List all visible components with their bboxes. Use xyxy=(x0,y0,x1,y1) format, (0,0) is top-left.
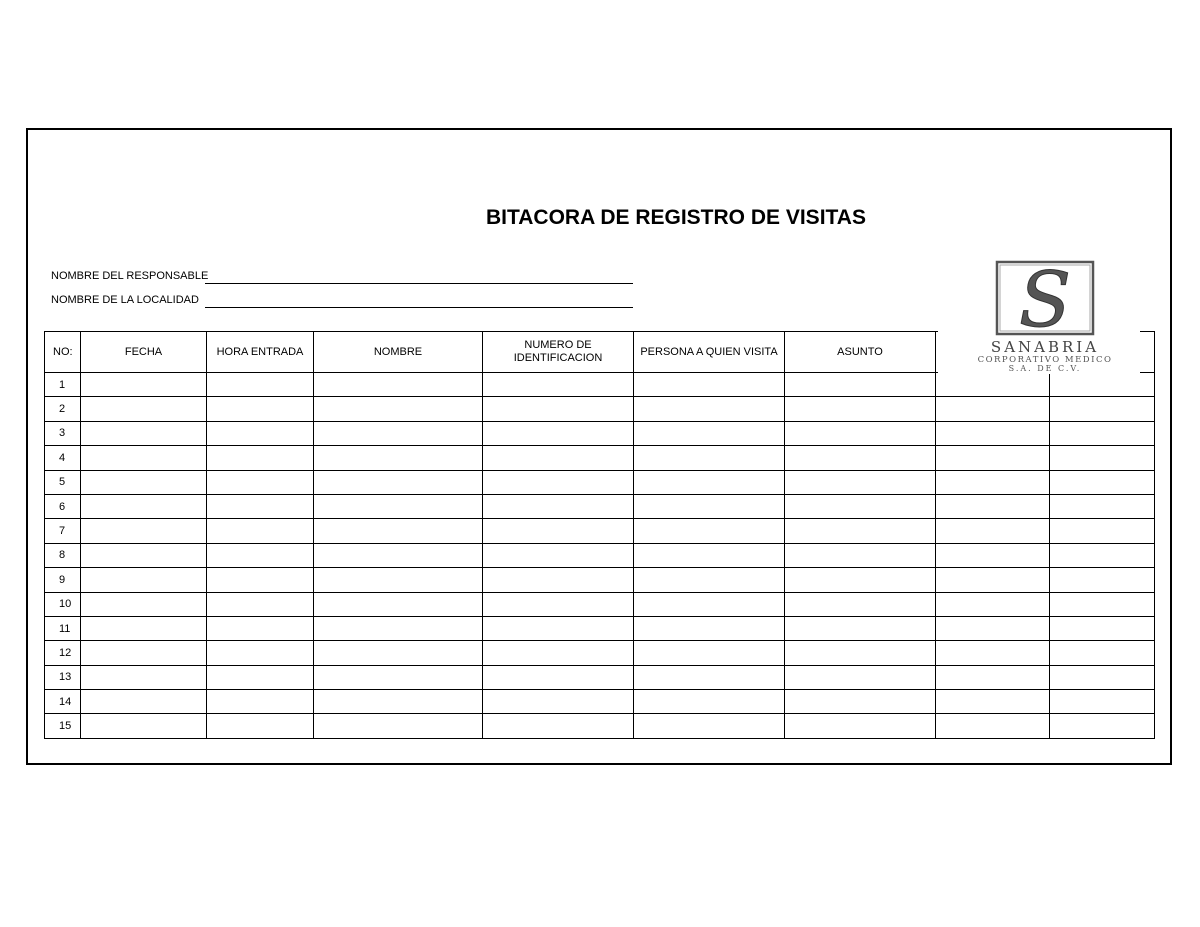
logo-suffix: S.A. DE C.V. xyxy=(1008,364,1082,373)
table-cell[interactable] xyxy=(207,470,314,494)
header-no: NO: xyxy=(45,332,81,373)
table-cell[interactable] xyxy=(785,446,936,470)
table-cell[interactable] xyxy=(314,373,483,397)
table-cell[interactable] xyxy=(1050,568,1155,592)
table-cell[interactable] xyxy=(936,446,1050,470)
logo-name: SANABRIA xyxy=(990,338,1100,356)
table-cell[interactable] xyxy=(634,568,785,592)
table-cell[interactable] xyxy=(81,543,207,567)
table-cell[interactable] xyxy=(314,592,483,616)
table-cell[interactable] xyxy=(936,690,1050,714)
table-cell[interactable] xyxy=(483,519,634,543)
header-nombre: NOMBRE xyxy=(314,332,483,373)
row-number: 9 xyxy=(45,568,81,592)
table-cell[interactable] xyxy=(785,373,936,397)
table-cell[interactable] xyxy=(1050,665,1155,689)
table-cell[interactable] xyxy=(936,421,1050,445)
table-cell[interactable] xyxy=(634,641,785,665)
table-cell[interactable] xyxy=(634,690,785,714)
table-cell[interactable] xyxy=(483,616,634,640)
table-row xyxy=(45,641,1155,665)
table-cell[interactable] xyxy=(207,690,314,714)
table-cell[interactable] xyxy=(936,519,1050,543)
row-number: 4 xyxy=(45,446,81,470)
table-cell[interactable] xyxy=(1050,690,1155,714)
table-cell[interactable] xyxy=(81,592,207,616)
table-cell[interactable] xyxy=(936,373,1050,397)
table-cell[interactable] xyxy=(207,616,314,640)
table-cell[interactable] xyxy=(81,421,207,445)
table-cell[interactable] xyxy=(785,714,936,738)
table-cell[interactable] xyxy=(785,397,936,421)
logo-letter: S xyxy=(1018,258,1072,344)
table-cell[interactable] xyxy=(81,519,207,543)
row-number: 14 xyxy=(45,690,81,714)
table-row xyxy=(45,616,1155,640)
table-cell[interactable] xyxy=(1050,470,1155,494)
table-cell[interactable] xyxy=(634,665,785,689)
table-cell[interactable] xyxy=(1050,616,1155,640)
table-row xyxy=(45,494,1155,518)
table-row xyxy=(45,397,1155,421)
table-cell[interactable] xyxy=(207,421,314,445)
table-cell[interactable] xyxy=(81,616,207,640)
header-asunto: ASUNTO xyxy=(785,332,936,373)
table-cell[interactable] xyxy=(207,665,314,689)
row-number: 1 xyxy=(45,373,81,397)
table-cell[interactable] xyxy=(81,397,207,421)
table-cell[interactable] xyxy=(634,519,785,543)
logo-subtitle: CORPORATIVO MEDICO xyxy=(977,355,1113,365)
table-cell[interactable] xyxy=(81,470,207,494)
table-cell[interactable] xyxy=(936,592,1050,616)
table-cell[interactable] xyxy=(785,665,936,689)
table-cell[interactable] xyxy=(314,470,483,494)
table-cell[interactable] xyxy=(483,568,634,592)
table-cell[interactable] xyxy=(634,421,785,445)
table-row xyxy=(45,665,1155,689)
table-cell[interactable] xyxy=(936,397,1050,421)
table-cell[interactable] xyxy=(314,690,483,714)
table-cell[interactable] xyxy=(207,397,314,421)
table-cell[interactable] xyxy=(483,470,634,494)
table-cell[interactable] xyxy=(483,665,634,689)
table-cell[interactable] xyxy=(1050,519,1155,543)
table-cell[interactable] xyxy=(785,470,936,494)
table-row xyxy=(45,446,1155,470)
table-cell[interactable] xyxy=(81,641,207,665)
header-persona-visita: PERSONA A QUIEN VISITA xyxy=(634,332,785,373)
table-cell[interactable] xyxy=(936,665,1050,689)
table-cell[interactable] xyxy=(634,616,785,640)
table-cell[interactable] xyxy=(1050,543,1155,567)
row-number: 8 xyxy=(45,543,81,567)
document-title: BITACORA DE REGISTRO DE VISITAS xyxy=(486,206,866,229)
table-cell[interactable] xyxy=(207,568,314,592)
row-number: 2 xyxy=(45,397,81,421)
table-cell[interactable] xyxy=(483,543,634,567)
localidad-input-line[interactable] xyxy=(205,307,633,308)
table-row xyxy=(45,543,1155,567)
row-number: 5 xyxy=(45,470,81,494)
table-cell[interactable] xyxy=(207,494,314,518)
table-cell[interactable] xyxy=(207,519,314,543)
table-cell[interactable] xyxy=(1050,397,1155,421)
table-cell[interactable] xyxy=(1050,446,1155,470)
table-cell[interactable] xyxy=(81,446,207,470)
localidad-label: NOMBRE DE LA LOCALIDAD xyxy=(51,294,199,306)
row-number: 13 xyxy=(45,665,81,689)
row-number: 7 xyxy=(45,519,81,543)
table-cell[interactable] xyxy=(785,568,936,592)
table-cell[interactable] xyxy=(483,373,634,397)
table-cell[interactable] xyxy=(314,714,483,738)
table-cell[interactable] xyxy=(483,690,634,714)
table-cell[interactable] xyxy=(785,519,936,543)
table-cell[interactable] xyxy=(207,543,314,567)
table-cell[interactable] xyxy=(483,446,634,470)
table-cell[interactable] xyxy=(785,543,936,567)
table-cell[interactable] xyxy=(314,397,483,421)
table-cell[interactable] xyxy=(785,616,936,640)
table-cell[interactable] xyxy=(314,519,483,543)
table-cell[interactable] xyxy=(1050,494,1155,518)
table-cell[interactable] xyxy=(483,494,634,518)
table-cell[interactable] xyxy=(81,665,207,689)
responsable-label: NOMBRE DEL RESPONSABLE xyxy=(51,270,209,282)
header-hora-entrada: HORA ENTRADA xyxy=(207,332,314,373)
header-numero-identificacion: NUMERO DE IDENTIFICACION xyxy=(483,332,634,373)
table-cell[interactable] xyxy=(483,641,634,665)
row-number: 3 xyxy=(45,421,81,445)
row-number: 11 xyxy=(45,616,81,640)
table-cell[interactable] xyxy=(483,397,634,421)
table-cell[interactable] xyxy=(81,690,207,714)
table-cell[interactable] xyxy=(81,714,207,738)
responsable-input-line[interactable] xyxy=(205,283,633,284)
table-cell[interactable] xyxy=(81,494,207,518)
table-cell[interactable] xyxy=(314,641,483,665)
table-cell[interactable] xyxy=(81,568,207,592)
table-row xyxy=(45,714,1155,738)
table-cell[interactable] xyxy=(483,421,634,445)
table-cell[interactable] xyxy=(314,568,483,592)
table-row xyxy=(45,592,1155,616)
table-cell[interactable] xyxy=(785,592,936,616)
table-row xyxy=(45,519,1155,543)
row-number: 12 xyxy=(45,641,81,665)
table-cell[interactable] xyxy=(207,446,314,470)
logo-graphic xyxy=(938,258,1140,374)
table-row xyxy=(45,690,1155,714)
table-cell[interactable] xyxy=(634,494,785,518)
table-cell[interactable] xyxy=(936,543,1050,567)
table-cell[interactable] xyxy=(634,446,785,470)
table-cell[interactable] xyxy=(634,543,785,567)
table-row xyxy=(45,373,1155,397)
table-row xyxy=(45,421,1155,445)
table-cell[interactable] xyxy=(207,592,314,616)
table-row xyxy=(45,470,1155,494)
table-cell[interactable] xyxy=(634,397,785,421)
table-cell[interactable] xyxy=(314,446,483,470)
row-number: 15 xyxy=(45,714,81,738)
row-number: 10 xyxy=(45,592,81,616)
header-fecha: FECHA xyxy=(81,332,207,373)
table-cell[interactable] xyxy=(634,373,785,397)
table-cell[interactable] xyxy=(314,665,483,689)
table-cell[interactable] xyxy=(936,470,1050,494)
table-cell[interactable] xyxy=(207,641,314,665)
table-cell[interactable] xyxy=(1050,421,1155,445)
table-cell[interactable] xyxy=(785,421,936,445)
table-cell[interactable] xyxy=(1050,592,1155,616)
sanabria-logo xyxy=(938,258,1140,374)
table-cell[interactable] xyxy=(81,373,207,397)
table-cell[interactable] xyxy=(936,641,1050,665)
table-cell[interactable] xyxy=(936,616,1050,640)
table-cell[interactable] xyxy=(207,714,314,738)
table-cell[interactable] xyxy=(936,714,1050,738)
table-cell[interactable] xyxy=(936,568,1050,592)
table-cell[interactable] xyxy=(314,616,483,640)
table-cell[interactable] xyxy=(785,690,936,714)
table-cell[interactable] xyxy=(634,470,785,494)
table-cell[interactable] xyxy=(1050,373,1155,397)
table-cell[interactable] xyxy=(314,421,483,445)
table-cell[interactable] xyxy=(785,641,936,665)
table-cell[interactable] xyxy=(314,494,483,518)
table-cell[interactable] xyxy=(483,714,634,738)
table-cell[interactable] xyxy=(207,373,314,397)
table-cell[interactable] xyxy=(483,592,634,616)
table-cell[interactable] xyxy=(634,714,785,738)
table-cell[interactable] xyxy=(785,494,936,518)
table-row xyxy=(45,568,1155,592)
table-cell[interactable] xyxy=(1050,641,1155,665)
row-number: 6 xyxy=(45,494,81,518)
table-cell[interactable] xyxy=(1050,714,1155,738)
table-cell[interactable] xyxy=(634,592,785,616)
table-cell[interactable] xyxy=(314,543,483,567)
table-cell[interactable] xyxy=(936,494,1050,518)
visits-table xyxy=(44,331,1155,739)
